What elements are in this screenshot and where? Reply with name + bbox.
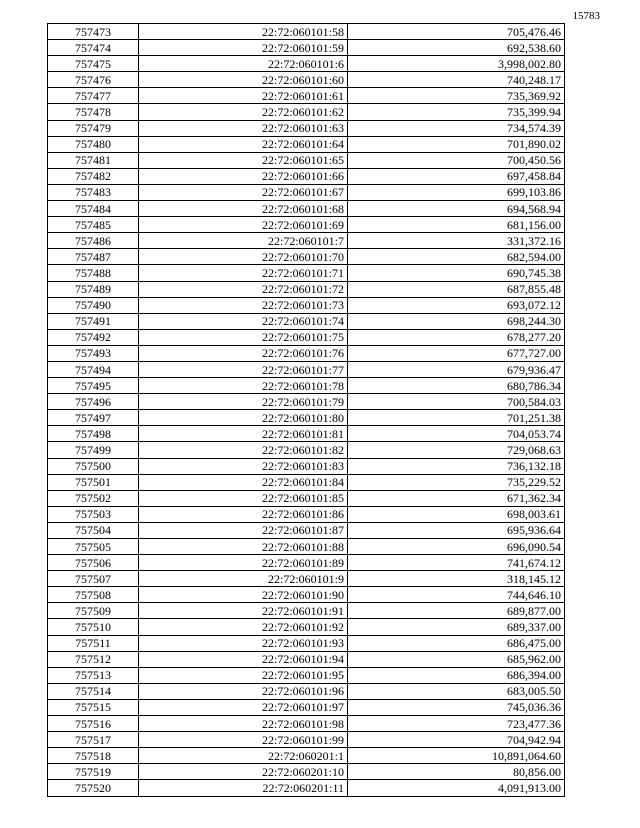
cadastral-number-cell: 22:72:060201:11	[139, 780, 348, 796]
table-row	[48, 168, 565, 184]
table-row	[48, 72, 565, 88]
cadastral-value-cell: 735,369.92	[348, 88, 565, 104]
cadastral-value-cell: 671,362.34	[348, 490, 565, 506]
cadastral-number-cell: 22:72:060101:83	[139, 458, 348, 474]
cadastral-value-cell: 698,003.61	[348, 506, 565, 522]
table-row	[48, 56, 565, 72]
cadastral-value-cell: 704,942.94	[348, 732, 565, 748]
row-number-cell: 757496	[48, 394, 139, 410]
cadastral-value-cell: 693,072.12	[348, 297, 565, 313]
row-number-cell: 757490	[48, 297, 139, 313]
cadastral-number-cell: 22:72:060101:72	[139, 281, 348, 297]
table-row	[48, 201, 565, 217]
cadastral-value-cell: 678,277.20	[348, 329, 565, 345]
row-number-cell: 757483	[48, 184, 139, 200]
cadastral-number-cell: 22:72:060101:79	[139, 394, 348, 410]
cadastral-value-cell: 4,091,913.00	[348, 780, 565, 796]
table-row	[48, 683, 565, 699]
cadastral-value-cell: 700,584.03	[348, 394, 565, 410]
table-row	[48, 104, 565, 120]
cadastral-number-cell: 22:72:060101:60	[139, 72, 348, 88]
table-row	[48, 24, 565, 40]
cadastral-value-cell: 682,594.00	[348, 249, 565, 265]
table-row	[48, 136, 565, 152]
table-row	[48, 651, 565, 667]
row-number-cell: 757489	[48, 281, 139, 297]
row-number-cell: 757477	[48, 88, 139, 104]
row-number-cell: 757517	[48, 732, 139, 748]
cadastral-number-cell: 22:72:060101:91	[139, 603, 348, 619]
cadastral-number-cell: 22:72:060101:71	[139, 265, 348, 281]
row-number-cell: 757482	[48, 168, 139, 184]
row-number-cell: 757504	[48, 522, 139, 538]
cadastral-number-cell: 22:72:060101:7	[139, 233, 348, 249]
cadastral-value-cell: 692,538.60	[348, 40, 565, 56]
cadastral-value-cell: 3,998,002.80	[348, 56, 565, 72]
row-number-cell: 757506	[48, 555, 139, 571]
table-row	[48, 506, 565, 522]
cadastral-value-cell: 735,229.52	[348, 474, 565, 490]
table-body	[48, 24, 565, 797]
row-number-cell: 757487	[48, 249, 139, 265]
table-row	[48, 699, 565, 715]
cadastral-number-cell: 22:72:060101:84	[139, 474, 348, 490]
cadastral-value-cell: 686,475.00	[348, 635, 565, 651]
cadastral-value-cell: 679,936.47	[348, 361, 565, 377]
cadastral-number-cell: 22:72:060101:68	[139, 201, 348, 217]
table-row	[48, 378, 565, 394]
cadastral-value-cell: 705,476.46	[348, 24, 565, 40]
row-number-cell: 757503	[48, 506, 139, 522]
cadastral-number-cell: 22:72:060101:87	[139, 522, 348, 538]
table-row	[48, 474, 565, 490]
cadastral-number-cell: 22:72:060101:63	[139, 120, 348, 136]
cadastral-number-cell: 22:72:060101:59	[139, 40, 348, 56]
cadastral-value-cell: 734,574.39	[348, 120, 565, 136]
cadastral-value-cell: 744,646.10	[348, 587, 565, 603]
cadastral-value-cell: 80,856.00	[348, 764, 565, 780]
row-number-cell: 757508	[48, 587, 139, 603]
row-number-cell: 757505	[48, 539, 139, 555]
table-row	[48, 667, 565, 683]
row-number-cell: 757484	[48, 201, 139, 217]
cadastral-value-cell: 687,855.48	[348, 281, 565, 297]
cadastral-number-cell: 22:72:060101:88	[139, 539, 348, 555]
cadastral-value-cell: 700,450.56	[348, 152, 565, 168]
cadastral-value-cell: 695,936.64	[348, 522, 565, 538]
cadastral-number-cell: 22:72:060101:62	[139, 104, 348, 120]
table-row	[48, 217, 565, 233]
cadastral-number-cell: 22:72:060101:58	[139, 24, 348, 40]
table-row	[48, 40, 565, 56]
cadastral-number-cell: 22:72:060101:96	[139, 683, 348, 699]
row-number-cell: 757501	[48, 474, 139, 490]
cadastral-number-cell: 22:72:060101:98	[139, 716, 348, 732]
row-number-cell: 757518	[48, 748, 139, 764]
cadastral-number-cell: 22:72:060201:1	[139, 748, 348, 764]
row-number-cell: 757507	[48, 571, 139, 587]
row-number-cell: 757511	[48, 635, 139, 651]
cadastral-number-cell: 22:72:060101:82	[139, 442, 348, 458]
cadastral-value-cell: 699,103.86	[348, 184, 565, 200]
cadastral-value-cell: 690,745.38	[348, 265, 565, 281]
row-number-cell: 757512	[48, 651, 139, 667]
table-row	[48, 361, 565, 377]
row-number-cell: 757486	[48, 233, 139, 249]
cadastral-number-cell: 22:72:060101:94	[139, 651, 348, 667]
table-row	[48, 184, 565, 200]
cadastral-number-cell: 22:72:060101:65	[139, 152, 348, 168]
row-number-cell: 757513	[48, 667, 139, 683]
table-row	[48, 297, 565, 313]
table-row	[48, 88, 565, 104]
cadastral-number-cell: 22:72:060101:73	[139, 297, 348, 313]
cadastral-value-cell: 680,786.34	[348, 378, 565, 394]
cadastral-number-cell: 22:72:060101:90	[139, 587, 348, 603]
cadastral-value-cell: 736,132.18	[348, 458, 565, 474]
row-number-cell: 757514	[48, 683, 139, 699]
cadastral-number-cell: 22:72:060101:95	[139, 667, 348, 683]
row-number-cell: 757510	[48, 619, 139, 635]
cadastral-value-cell: 689,877.00	[348, 603, 565, 619]
cadastral-number-cell: 22:72:060101:77	[139, 361, 348, 377]
row-number-cell: 757474	[48, 40, 139, 56]
table-row	[48, 394, 565, 410]
table-row	[48, 281, 565, 297]
row-number-cell: 757476	[48, 72, 139, 88]
cadastral-number-cell: 22:72:060101:66	[139, 168, 348, 184]
table-row	[48, 426, 565, 442]
cadastral-value-cell: 318,145.12	[348, 571, 565, 587]
cadastral-number-cell: 22:72:060101:86	[139, 506, 348, 522]
table-row	[48, 587, 565, 603]
cadastral-value-table	[47, 23, 565, 797]
table-row	[48, 233, 565, 249]
table-row	[48, 313, 565, 329]
table-row	[48, 555, 565, 571]
cadastral-value-cell: 740,248.17	[348, 72, 565, 88]
cadastral-number-cell: 22:72:060101:70	[139, 249, 348, 265]
cadastral-number-cell: 22:72:060101:61	[139, 88, 348, 104]
cadastral-number-cell: 22:72:060201:10	[139, 764, 348, 780]
table-row	[48, 635, 565, 651]
table-row	[48, 345, 565, 361]
row-number-cell: 757502	[48, 490, 139, 506]
cadastral-number-cell: 22:72:060101:81	[139, 426, 348, 442]
row-number-cell: 757480	[48, 136, 139, 152]
row-number-cell: 757491	[48, 313, 139, 329]
cadastral-value-cell: 697,458.84	[348, 168, 565, 184]
row-number-cell: 757498	[48, 426, 139, 442]
row-number-cell: 757481	[48, 152, 139, 168]
row-number-cell: 757516	[48, 716, 139, 732]
row-number-cell: 757493	[48, 345, 139, 361]
cadastral-value-cell: 681,156.00	[348, 217, 565, 233]
row-number-cell: 757475	[48, 56, 139, 72]
cadastral-value-cell: 701,251.38	[348, 410, 565, 426]
cadastral-value-cell: 741,674.12	[348, 555, 565, 571]
row-number-cell: 757509	[48, 603, 139, 619]
table-row	[48, 748, 565, 764]
cadastral-number-cell: 22:72:060101:6	[139, 56, 348, 72]
cadastral-number-cell: 22:72:060101:80	[139, 410, 348, 426]
cadastral-value-cell: 698,244.30	[348, 313, 565, 329]
cadastral-number-cell: 22:72:060101:89	[139, 555, 348, 571]
cadastral-value-cell: 723,477.36	[348, 716, 565, 732]
cadastral-value-cell: 735,399.94	[348, 104, 565, 120]
cadastral-number-cell: 22:72:060101:99	[139, 732, 348, 748]
cadastral-value-cell: 689,337.00	[348, 619, 565, 635]
row-number-cell: 757479	[48, 120, 139, 136]
row-number-cell: 757495	[48, 378, 139, 394]
cadastral-number-cell: 22:72:060101:93	[139, 635, 348, 651]
row-number-cell: 757473	[48, 24, 139, 40]
table-row	[48, 410, 565, 426]
cadastral-value-cell: 331,372.16	[348, 233, 565, 249]
table-row	[48, 442, 565, 458]
row-number-cell: 757499	[48, 442, 139, 458]
cadastral-value-cell: 704,053.74	[348, 426, 565, 442]
cadastral-value-cell: 696,090.54	[348, 539, 565, 555]
cadastral-number-cell: 22:72:060101:85	[139, 490, 348, 506]
table-row	[48, 571, 565, 587]
table-row	[48, 732, 565, 748]
cadastral-number-cell: 22:72:060101:97	[139, 699, 348, 715]
row-number-cell: 757492	[48, 329, 139, 345]
cadastral-number-cell: 22:72:060101:69	[139, 217, 348, 233]
table-row	[48, 490, 565, 506]
row-number-cell: 757494	[48, 361, 139, 377]
cadastral-value-cell: 701,890.02	[348, 136, 565, 152]
cadastral-number-cell: 22:72:060101:92	[139, 619, 348, 635]
cadastral-value-cell: 677,727.00	[348, 345, 565, 361]
cadastral-number-cell: 22:72:060101:76	[139, 345, 348, 361]
row-number-cell: 757520	[48, 780, 139, 796]
cadastral-value-cell: 694,568.94	[348, 201, 565, 217]
row-number-cell: 757519	[48, 764, 139, 780]
cadastral-value-cell: 729,068.63	[348, 442, 565, 458]
row-number-cell: 757485	[48, 217, 139, 233]
page-number: 15783	[572, 10, 600, 22]
table-row	[48, 780, 565, 796]
row-number-cell: 757488	[48, 265, 139, 281]
table-row	[48, 458, 565, 474]
table-row	[48, 329, 565, 345]
row-number-cell: 757515	[48, 699, 139, 715]
cadastral-value-cell: 10,891,064.60	[348, 748, 565, 764]
cadastral-number-cell: 22:72:060101:75	[139, 329, 348, 345]
table-row	[48, 152, 565, 168]
table-row	[48, 764, 565, 780]
cadastral-number-cell: 22:72:060101:78	[139, 378, 348, 394]
table-row	[48, 603, 565, 619]
cadastral-value-cell: 683,005.50	[348, 683, 565, 699]
cadastral-value-cell: 685,962.00	[348, 651, 565, 667]
table-row	[48, 539, 565, 555]
row-number-cell: 757497	[48, 410, 139, 426]
cadastral-value-cell: 745,036.36	[348, 699, 565, 715]
table-row	[48, 716, 565, 732]
cadastral-number-cell: 22:72:060101:74	[139, 313, 348, 329]
table-row	[48, 120, 565, 136]
cadastral-value-cell: 686,394.00	[348, 667, 565, 683]
cadastral-number-cell: 22:72:060101:67	[139, 184, 348, 200]
row-number-cell: 757500	[48, 458, 139, 474]
table-row	[48, 619, 565, 635]
table-row	[48, 249, 565, 265]
table-row	[48, 265, 565, 281]
table-row	[48, 522, 565, 538]
cadastral-number-cell: 22:72:060101:64	[139, 136, 348, 152]
row-number-cell: 757478	[48, 104, 139, 120]
cadastral-number-cell: 22:72:060101:9	[139, 571, 348, 587]
